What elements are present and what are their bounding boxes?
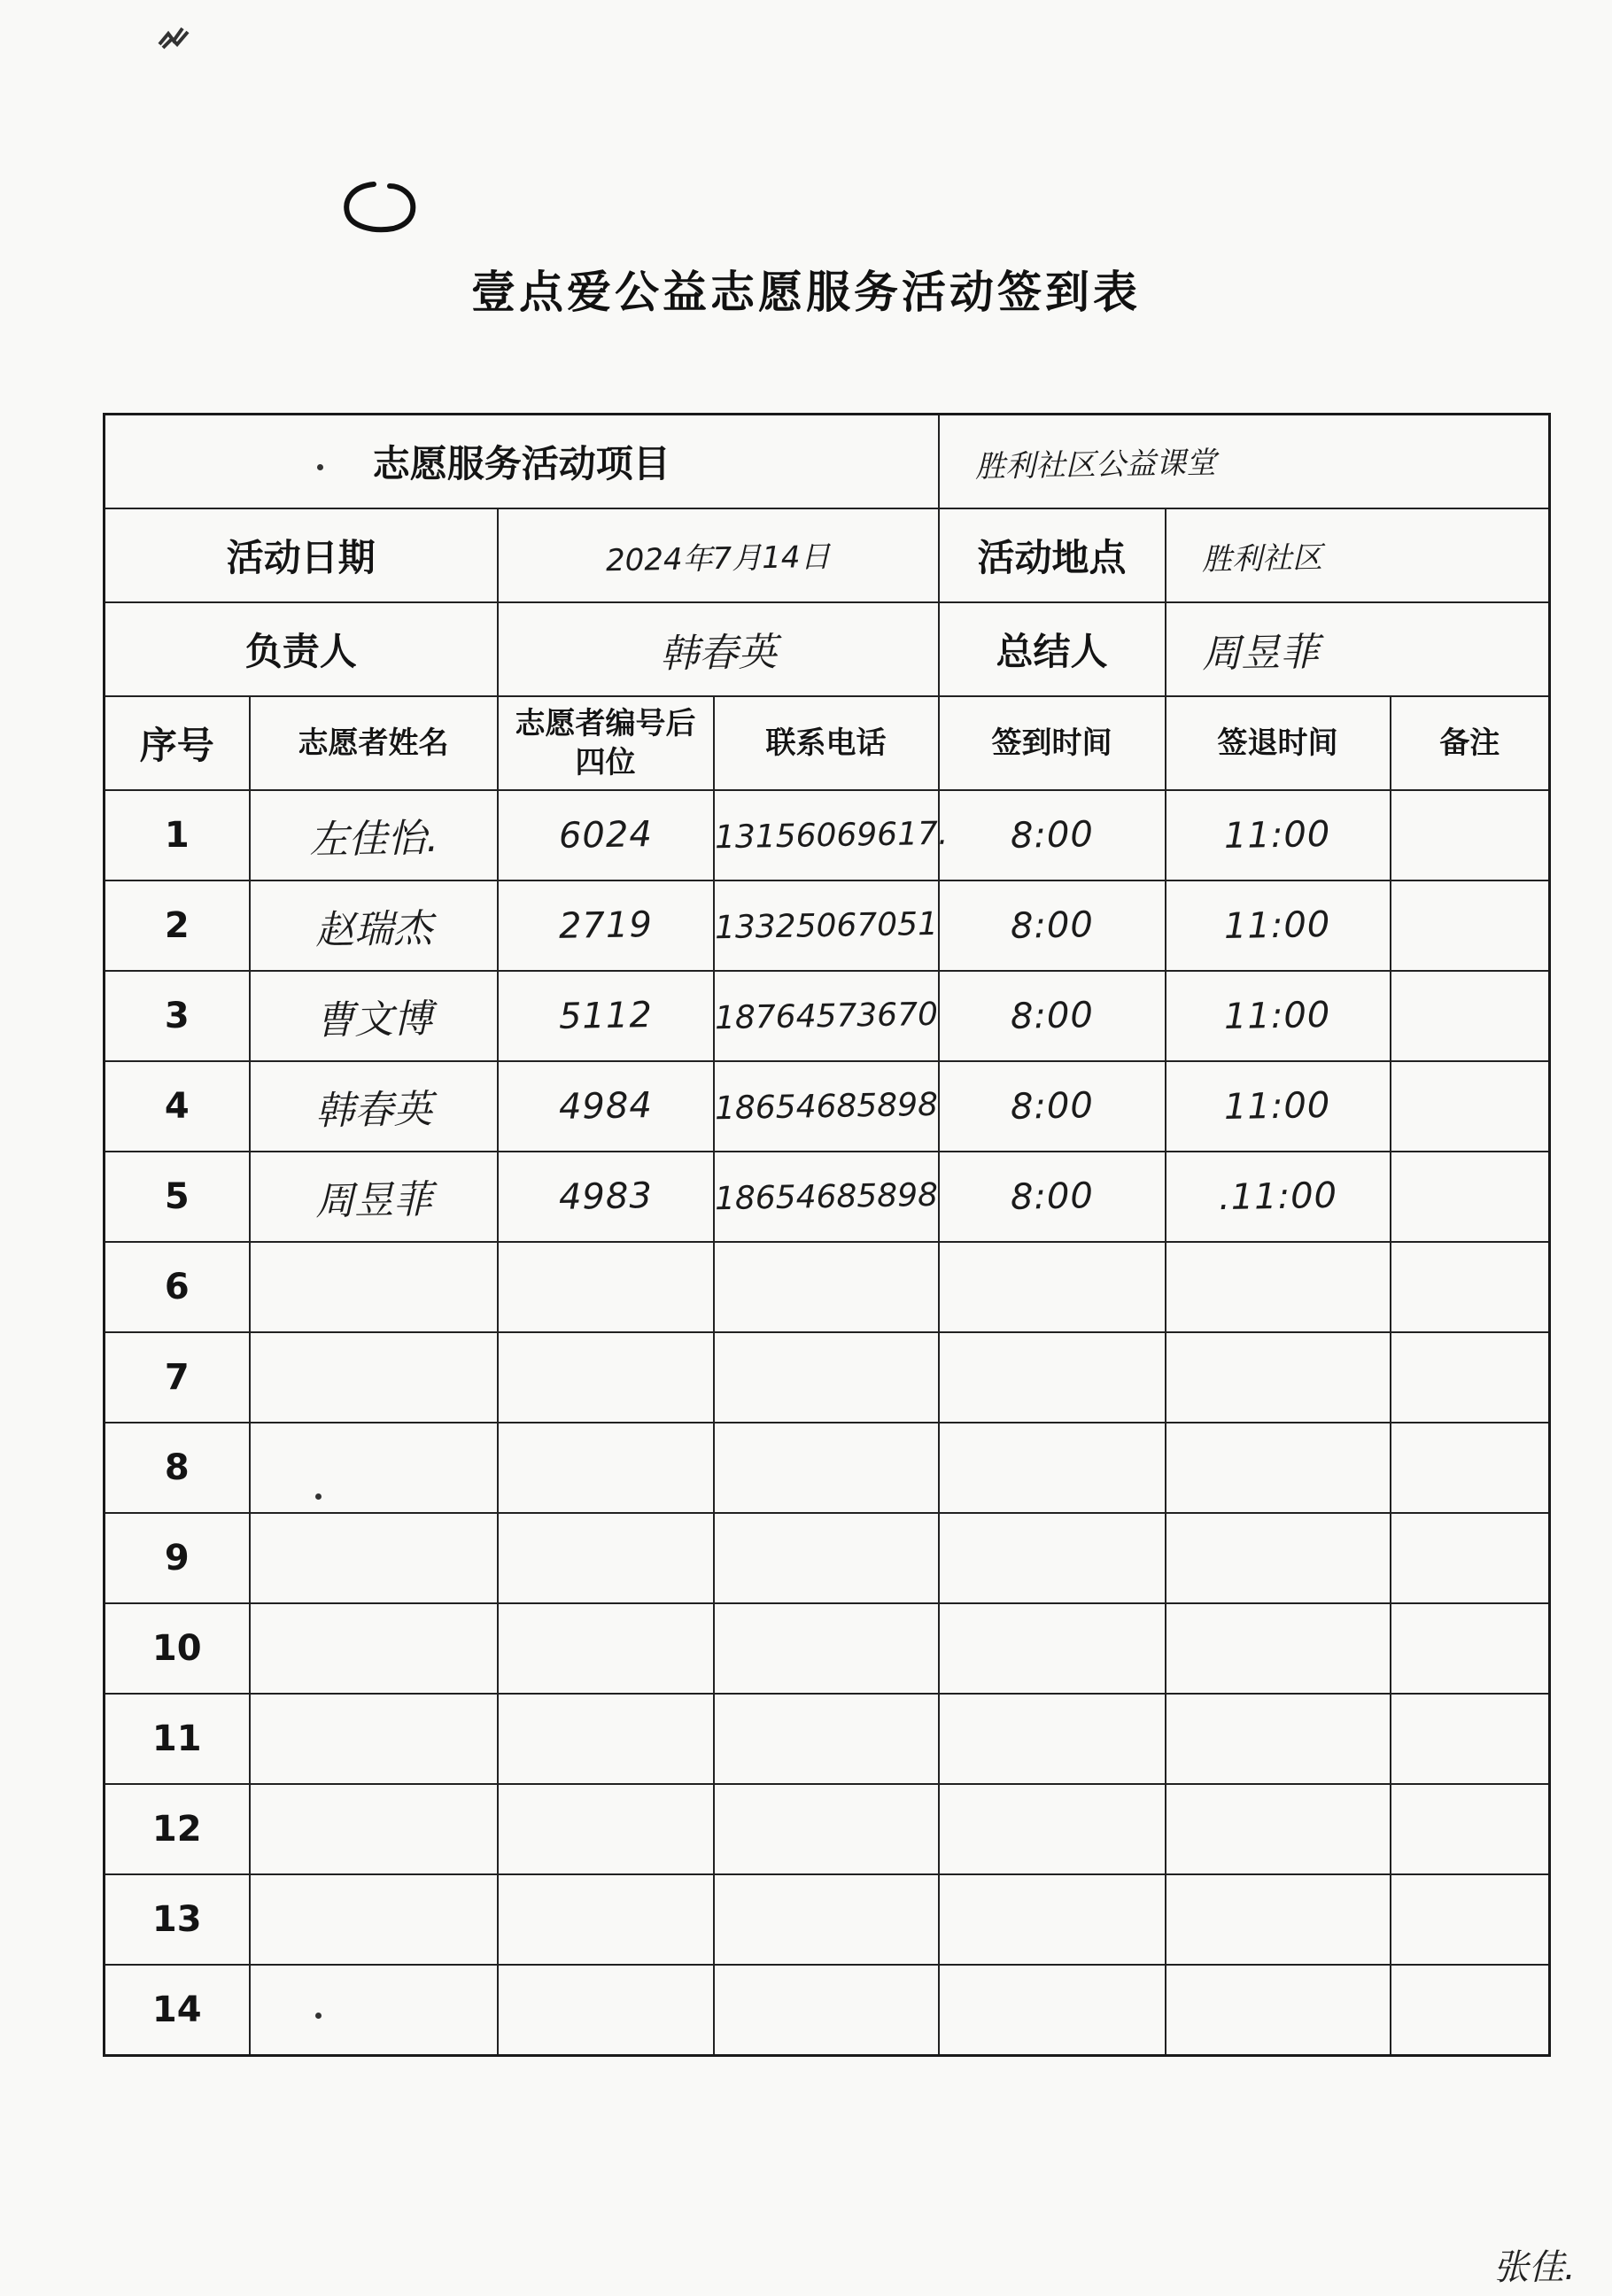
date-value: 2024年7月14日 <box>605 539 831 578</box>
cell-remark[interactable] <box>1391 1874 1550 1965</box>
table-row <box>105 880 1550 971</box>
location-value-cell[interactable] <box>1166 508 1550 602</box>
handwritten-name: 左佳怡. <box>308 815 439 864</box>
cell-seq: 6 <box>105 1242 250 1332</box>
cell-signin[interactable] <box>939 1965 1166 2056</box>
cell-phone[interactable] <box>714 1423 939 1513</box>
cell-phone[interactable] <box>714 880 939 971</box>
date-row <box>105 508 1550 602</box>
cell-seq: 8 <box>105 1423 250 1513</box>
cell-remark[interactable] <box>1391 1603 1550 1694</box>
col-seq: 序号 <box>105 696 250 790</box>
cell-code[interactable] <box>498 1784 714 1874</box>
summarizer-label: 总结人 <box>939 602 1166 696</box>
leader-value-cell[interactable] <box>498 602 939 696</box>
cell-signin[interactable] <box>939 1152 1166 1242</box>
cell-signin[interactable] <box>939 1784 1166 1874</box>
cell-phone[interactable] <box>714 1694 939 1784</box>
table-row <box>105 1332 1550 1423</box>
handwritten-signin: 8:00 <box>1010 1085 1094 1128</box>
sign-in-form <box>103 413 1551 2057</box>
project-row <box>105 415 1550 509</box>
cell-seq: 12 <box>105 1784 250 1874</box>
document-title: 壹点爱公益志愿服务活动签到表 <box>471 267 1141 318</box>
cell-seq: 5 <box>105 1152 250 1242</box>
cell-phone[interactable] <box>714 1784 939 1874</box>
cell-phone[interactable] <box>714 1603 939 1694</box>
col-code <box>498 696 714 790</box>
col-code-label: 志愿者编号后四位 <box>515 706 696 780</box>
location-value: 胜利社区 <box>1201 539 1322 578</box>
table-row <box>105 1242 1550 1332</box>
cell-name[interactable] <box>250 880 498 971</box>
cell-phone[interactable] <box>714 1965 939 2056</box>
date-value-cell[interactable] <box>498 508 939 602</box>
handwritten-signin: 8:00 <box>1010 814 1094 857</box>
cell-signout[interactable] <box>1166 1423 1391 1513</box>
cell-code[interactable] <box>498 1513 714 1603</box>
ink-dot <box>317 464 323 470</box>
cell-name[interactable] <box>250 1965 498 2056</box>
cell-code[interactable] <box>498 1694 714 1784</box>
handwritten-signout: 11:00 <box>1223 994 1332 1038</box>
handwritten-name: 韩春英 <box>314 1086 433 1135</box>
table-row <box>105 1603 1550 1694</box>
cell-remark[interactable] <box>1391 971 1550 1061</box>
handwritten-signout: 11:00 <box>1223 904 1332 948</box>
cell-seq: 2 <box>105 880 250 971</box>
cell-code[interactable] <box>498 1965 714 2056</box>
cell-remark[interactable] <box>1391 1423 1550 1513</box>
handwritten-code: 5112 <box>558 995 653 1037</box>
cell-seq: 9 <box>105 1513 250 1603</box>
cell-signin[interactable] <box>939 971 1166 1061</box>
handwritten-phone: 18654685898 <box>714 1086 938 1127</box>
table-row <box>105 1784 1550 1874</box>
project-label: 志愿服务活动项目 <box>105 415 939 509</box>
cell-code[interactable] <box>498 1874 714 1965</box>
summarizer-value-cell[interactable] <box>1166 602 1550 696</box>
leader-row <box>105 602 1550 696</box>
handwritten-code: 6024 <box>558 814 653 857</box>
cell-seq: 13 <box>105 1874 250 1965</box>
pen-circle-icon <box>338 177 420 241</box>
cell-signin[interactable] <box>939 1423 1166 1513</box>
cell-signin[interactable] <box>939 1694 1166 1784</box>
cell-signin[interactable] <box>939 1603 1166 1694</box>
cell-seq: 4 <box>105 1061 250 1152</box>
cell-name[interactable] <box>250 1603 498 1694</box>
col-remark: 备注 <box>1391 696 1550 790</box>
cell-signout[interactable] <box>1166 1603 1391 1694</box>
leader-value: 韩春英 <box>659 629 778 678</box>
handwritten-signin: 8:00 <box>1010 904 1094 947</box>
cell-remark[interactable] <box>1391 1061 1550 1152</box>
cell-code[interactable] <box>498 880 714 971</box>
cell-signin[interactable] <box>939 1332 1166 1423</box>
cell-code[interactable] <box>498 971 714 1061</box>
cell-signout[interactable] <box>1166 1874 1391 1965</box>
cell-remark[interactable] <box>1391 1965 1550 2056</box>
table-row <box>105 1513 1550 1603</box>
cell-signout[interactable] <box>1166 1242 1391 1332</box>
cell-code[interactable] <box>498 1332 714 1423</box>
cell-phone[interactable] <box>714 1061 939 1152</box>
project-value-cell[interactable] <box>939 415 1550 509</box>
handwritten-code: 2719 <box>558 904 653 947</box>
cell-signout[interactable] <box>1166 1784 1391 1874</box>
cell-seq: 14 <box>105 1965 250 2056</box>
cell-name[interactable] <box>250 1513 498 1603</box>
cell-remark[interactable] <box>1391 1242 1550 1332</box>
cell-code[interactable] <box>498 1242 714 1332</box>
cell-signin[interactable] <box>939 790 1166 880</box>
col-phone: 联系电话 <box>714 696 939 790</box>
cell-remark[interactable] <box>1391 1152 1550 1242</box>
handwritten-signout: .11:00 <box>1218 1175 1337 1219</box>
cell-phone[interactable] <box>714 971 939 1061</box>
cell-signin[interactable] <box>939 1513 1166 1603</box>
cell-seq: 7 <box>105 1332 250 1423</box>
cell-signout[interactable] <box>1166 1694 1391 1784</box>
table-row <box>105 1694 1550 1784</box>
table-row <box>105 1874 1550 1965</box>
cell-signin[interactable] <box>939 1242 1166 1332</box>
cell-phone[interactable] <box>714 1874 939 1965</box>
ink-dot <box>315 2013 322 2019</box>
cell-name[interactable] <box>250 1784 498 1874</box>
cell-name[interactable] <box>250 1152 498 1242</box>
project-value: 胜利社区公益课堂 <box>974 445 1216 485</box>
handwritten-phone: 13156069617. <box>714 815 949 856</box>
cell-signin[interactable] <box>939 1874 1166 1965</box>
cell-phone[interactable] <box>714 1513 939 1603</box>
corner-signature: 张佳. <box>1493 2247 1576 2288</box>
cell-code[interactable] <box>498 1423 714 1513</box>
cell-remark[interactable] <box>1391 1784 1550 1874</box>
table-row <box>105 971 1550 1061</box>
handwritten-phone: 18764573670 <box>714 996 938 1036</box>
col-signout: 签退时间 <box>1166 696 1391 790</box>
handwritten-signin: 8:00 <box>1010 1175 1094 1218</box>
cell-seq: 1 <box>105 790 250 880</box>
cell-name[interactable] <box>250 790 498 880</box>
cell-signout[interactable] <box>1166 971 1391 1061</box>
table-row <box>105 1423 1550 1513</box>
cell-code[interactable] <box>498 1061 714 1152</box>
leader-label: 负责人 <box>105 602 498 696</box>
cell-remark[interactable] <box>1391 1694 1550 1784</box>
cell-name[interactable] <box>250 1874 498 1965</box>
cell-signout[interactable] <box>1166 1061 1391 1152</box>
handwritten-name: 周昱菲 <box>314 1176 433 1225</box>
cell-name[interactable] <box>250 1332 498 1423</box>
cell-signout[interactable] <box>1166 1513 1391 1603</box>
cell-name[interactable] <box>250 971 498 1061</box>
table-row <box>105 1061 1550 1152</box>
handwritten-signout: 11:00 <box>1223 1084 1332 1129</box>
handwritten-code: 4984 <box>558 1085 653 1128</box>
cell-signin[interactable] <box>939 1061 1166 1152</box>
handwritten-signout: 11:00 <box>1223 813 1332 857</box>
cell-remark[interactable] <box>1391 1513 1550 1603</box>
table-row <box>105 790 1550 880</box>
table-row <box>105 1152 1550 1242</box>
scan-mark-icon <box>156 25 191 51</box>
cell-name[interactable] <box>250 1061 498 1152</box>
cell-phone[interactable] <box>714 1332 939 1423</box>
col-name: 志愿者姓名 <box>250 696 498 790</box>
summarizer-value: 周昱菲 <box>1201 629 1320 678</box>
cell-phone[interactable] <box>714 1242 939 1332</box>
cell-code[interactable] <box>498 1603 714 1694</box>
cell-remark[interactable] <box>1391 880 1550 971</box>
cell-name[interactable] <box>250 1242 498 1332</box>
cell-code[interactable] <box>498 790 714 880</box>
cell-signout[interactable] <box>1166 1152 1391 1242</box>
handwritten-code: 4983 <box>558 1175 653 1218</box>
handwritten-phone: 13325067051 <box>714 905 938 946</box>
date-label: 活动日期 <box>105 508 498 602</box>
cell-phone[interactable] <box>714 1152 939 1242</box>
cell-signout[interactable] <box>1166 880 1391 971</box>
handwritten-phone: 18654685898 <box>714 1176 938 1217</box>
table-row <box>105 1965 1550 2056</box>
cell-signout[interactable] <box>1166 790 1391 880</box>
volunteer-rows <box>105 790 1550 2056</box>
cell-seq: 3 <box>105 971 250 1061</box>
cell-name[interactable] <box>250 1423 498 1513</box>
cell-code[interactable] <box>498 1152 714 1242</box>
cell-seq: 10 <box>105 1603 250 1694</box>
handwritten-name: 曹文博 <box>314 996 433 1044</box>
handwritten-signin: 8:00 <box>1010 995 1094 1037</box>
col-signin: 签到时间 <box>939 696 1166 790</box>
cell-signout[interactable] <box>1166 1332 1391 1423</box>
cell-signin[interactable] <box>939 880 1166 971</box>
cell-seq: 11 <box>105 1694 250 1784</box>
location-label: 活动地点 <box>939 508 1166 602</box>
handwritten-name: 赵瑞杰 <box>314 905 433 954</box>
cell-remark[interactable] <box>1391 790 1550 880</box>
cell-signout[interactable] <box>1166 1965 1391 2056</box>
cell-phone[interactable] <box>714 790 949 880</box>
ink-dot <box>315 1493 322 1500</box>
cell-name[interactable] <box>250 1694 498 1784</box>
column-header-row <box>105 696 1550 790</box>
cell-remark[interactable] <box>1391 1332 1550 1423</box>
